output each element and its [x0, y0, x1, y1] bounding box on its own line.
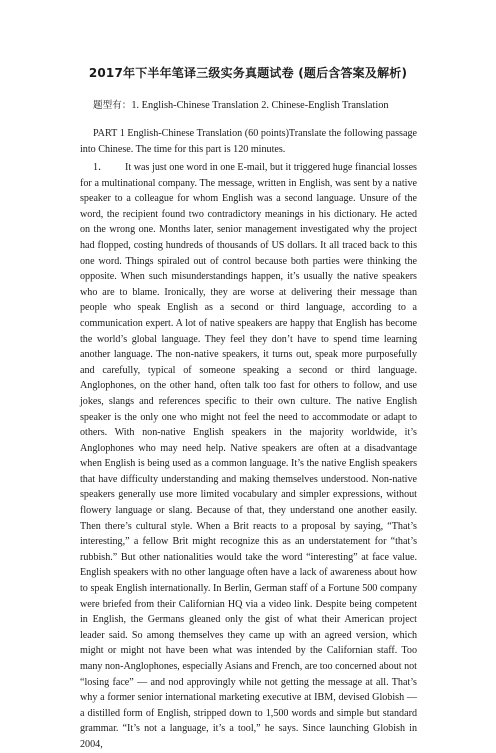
item-number: 1．: [93, 162, 109, 173]
part-heading: PART 1 English-Chinese Translation (60 points)Translate the following passage into Chinese. The time for this part is 120 minutes.: [80, 128, 417, 155]
document-title: 2017年下半年笔译三级实务真题试卷 (题后含答案及解析): [88, 66, 408, 80]
question-types-line: [93, 97, 413, 111]
question-types-label: 题型有：: [93, 100, 132, 111]
question-types-list: 1. English-Chinese Translation 2. Chinese-English Translation: [131, 100, 389, 111]
passage-text: It was just one word in one E-mail, but it triggered huge financial losses for a multinational company. The message, written in English, was sent by a native speaker to a colleague for whom English was a second language. Unsure of the word, the recipient found two contradictory meanings in his dictionary. He acted on the wrong one. Months later, senior management investigated why the project had flopped, costing hundreds of thousands of US dollars. It all traced back to this one word. Things spiraled out of control because both parties were thinking the opposite. When such misunderstandings happen, it’s usually the native speakers who are to blame. Ironically, they are worse at delivering their message than people who speak English as a second or third language, according to a communication expert. A lot of native speakers are happy that English has become the world’s global language. They feel they don’t have to spend time learning another language. The non-native speakers, it turns out, speak more purposefully and carefully, typical of someone speaking a second or third language. Anglophones, on the other hand, often talk too fast for others to follow, and use jokes, slangs and references specific to their own culture. The native English speaker is the only one who might not feel the need to accommodate or adapt to others. With non-native English speakers in the majority worldwide, it’s Anglophones who may need help. Native speakers are often at a disadvantage when English is being used as a common language. It’s the native English speakers that have difficulty understanding and making themselves understood. Non-native speakers generally use more limited vocabulary and simpler expressions, without flowery language or slang. Because of that, they understand one another easily. Then there’s cultural style. When a Brit reacts to a proposal by saying, “That’s interesting,” a fellow Brit might recognize this as an understatement for “that’s rubbish.” But other nationalities would take the word “interesting” at face value. English speakers with no other language often have a lack of awareness about how to speak English internationally. In Berlin, German staff of a Fortune 500 company were briefed from their Californian HQ via a video link. Despite being competent in English, the Germans gleaned only the gist of what their American project leader said. So among themselves they came up with an agreed version, which might or might not have been what was intended by the Californian staff. Too many non-Anglophones, especially Asians and French, are too concerned about not “losing face” — and nod approvingly while not getting the message at all. That’s why a former senior international marketing executive at IBM, devised Globish — a distilled form of English, stripped down to 1,500 words and simple but standard grammar. “It’s not a language, it’s a tool,” he says. Since launching Globish in 2004,: [80, 162, 417, 750]
passage-paragraph: [80, 160, 417, 753]
